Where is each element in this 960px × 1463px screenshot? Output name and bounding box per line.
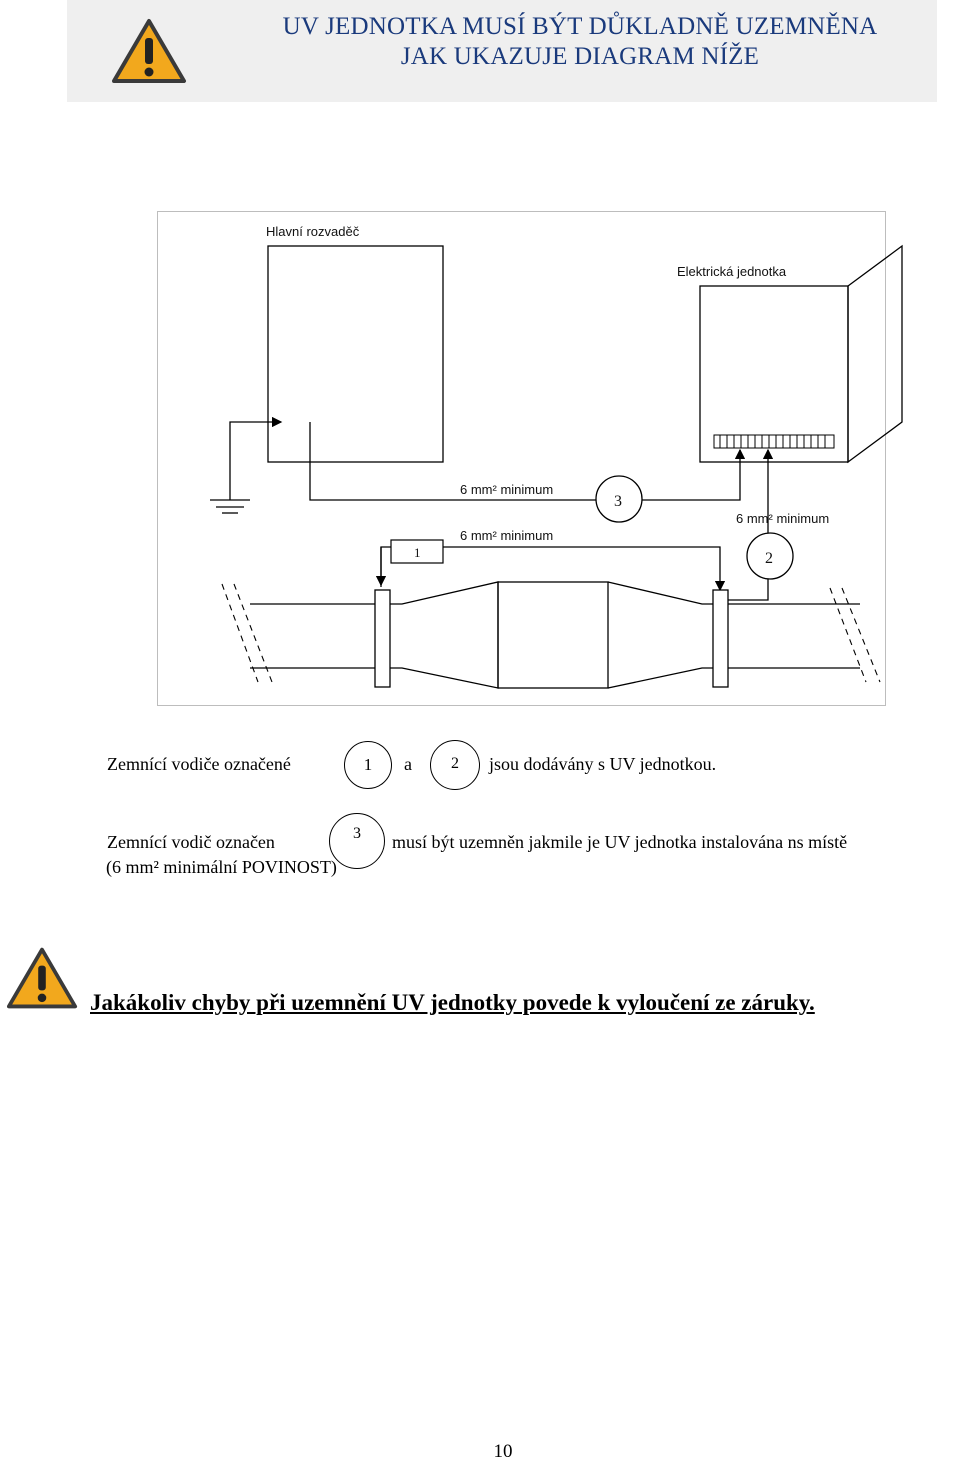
main-panel-box: [268, 246, 443, 462]
title-line-2: JAK UKAZUJE DIAGRAM NÍŽE: [400, 43, 760, 70]
note-circle-2: 2: [430, 740, 480, 790]
note-circle-3: 3: [329, 813, 385, 869]
wire-label-right: 6 mm² minimum: [736, 511, 830, 526]
marker-2-label: 2: [765, 550, 773, 567]
warning-triangle-icon: [6, 945, 78, 1011]
page-number: 10: [493, 1441, 513, 1462]
earth-wire: [230, 422, 281, 500]
note-circle-1: 1: [344, 741, 392, 789]
title-line-1: UV JEDNOTKA MUSÍ BÝT DŮKLADNĚ UZEMNĚNA: [282, 13, 878, 40]
ground-symbol-icon: [210, 500, 250, 513]
note-line-1-part-1: Zemnící vodiče označené: [107, 754, 291, 774]
warranty-warning: Jakákoliv chyby při uzemnění UV jednotky povede k vyloučení ze záruky.: [90, 990, 815, 1015]
electrical-unit-door: [848, 246, 902, 462]
electrical-unit-box: [700, 286, 848, 462]
marker-3-label: 3: [614, 493, 622, 510]
note-line-1-and: a: [404, 754, 412, 774]
wire-label-top: 6 mm² minimum: [460, 482, 554, 497]
grounding-diagram: [0, 0, 960, 720]
marker-1-label: 1: [414, 545, 421, 560]
electrical-unit-label: Elektrická jednotka: [677, 264, 787, 279]
pipe-break-left: [222, 584, 272, 682]
note-line-2-part-1: Zemnící vodič označen: [107, 832, 275, 852]
note-line-1-part-2: jsou dodávány s UV jednotkou.: [489, 754, 717, 774]
wire-label-bottom: 6 mm² minimum: [460, 528, 554, 543]
note-line-2-part-2: musí být uzemněn jakmile je UV jednotka instalována ns místě: [392, 832, 848, 852]
main-panel-label: Hlavní rozvaděč: [266, 224, 360, 239]
terminal-block: [714, 435, 834, 448]
note-line-3: (6 mm² minimální POVINOST): [106, 857, 337, 877]
